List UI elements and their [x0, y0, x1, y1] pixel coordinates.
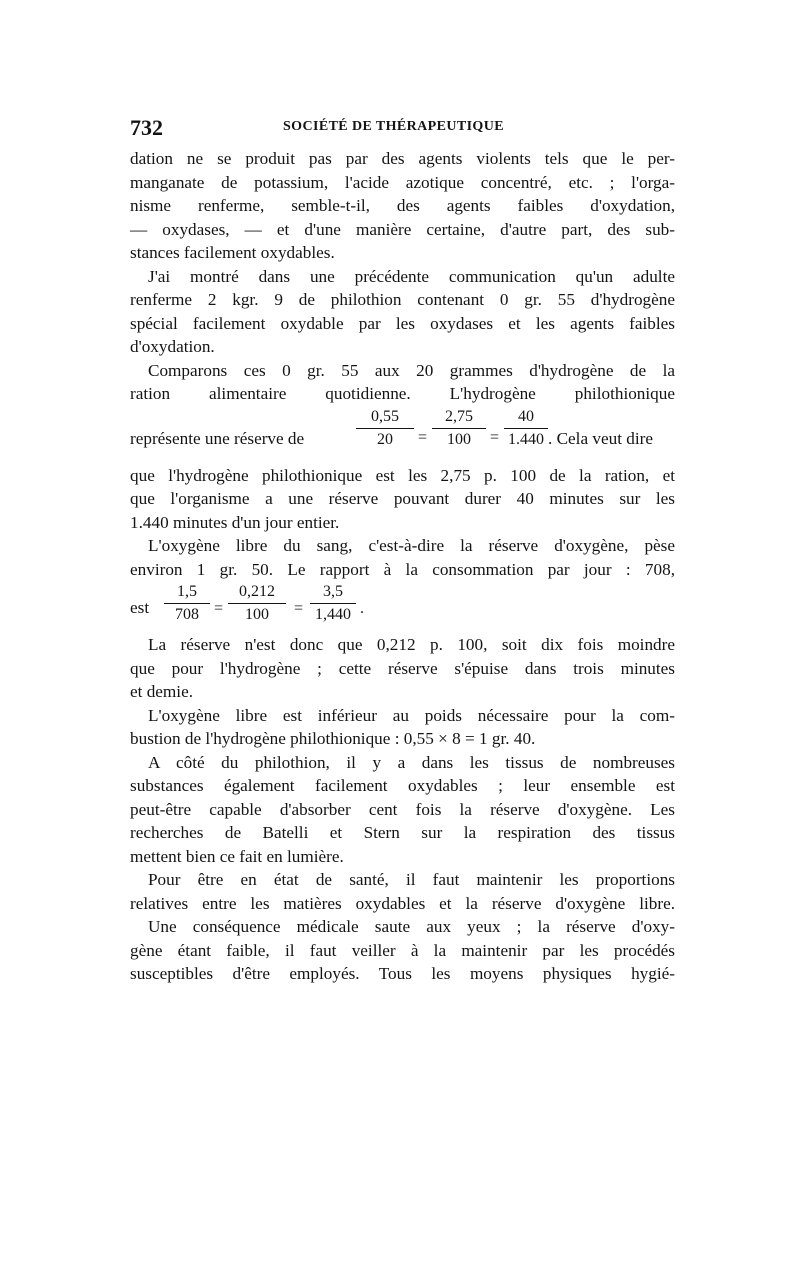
- fraction-numerator: 1,5: [164, 583, 210, 604]
- paragraph: [130, 633, 675, 704]
- paragraph: [130, 265, 675, 359]
- text-line: mettent bien ce fait en lumière.: [130, 846, 344, 866]
- text-line: stances facilement oxydables.: [130, 243, 335, 262]
- text-line: recherches de Batelli et Stern sur la respiration des tissus: [130, 823, 675, 842]
- text-line: La réserve n'est donc que 0,212 p. 100, soit dix fois moindre: [148, 635, 675, 654]
- text-line: J'ai montré dans une précédente communication qu'un adulte: [148, 266, 675, 286]
- text-line: que l'hydrogène philothionique est les 2,75 p. 100 de la ration, et: [130, 465, 675, 485]
- text-line: Comparons ces 0 gr. 55 aux 20 grammes d'hydrogène de la: [148, 360, 675, 380]
- text-line: nisme renferme, semble-t-il, des agents faibles d'oxydation,: [130, 196, 675, 215]
- equation-lead-text: est: [130, 598, 150, 617]
- text-line: que pour l'hydrogène ; cette réserve s'épuise dans trois minutes: [130, 658, 675, 678]
- text-line: ration alimentaire quotidienne. L'hydrogène philothionique: [130, 384, 675, 403]
- text-line: Une conséquence médicale saute aux yeux ; la réserve d'oxy-: [148, 917, 675, 936]
- fraction-numerator: 2,75: [432, 408, 486, 429]
- equals-sign: =: [214, 600, 224, 617]
- paragraph: [130, 147, 675, 265]
- fraction-denominator: 100: [447, 430, 471, 448]
- paragraph: [130, 868, 675, 915]
- equation-lead-text: représente une réserve de: [130, 428, 305, 448]
- text-line: 1.440 minutes d'un jour entier.: [130, 512, 340, 532]
- paragraph: [130, 359, 675, 535]
- text-line: que l'organisme a une réserve pouvant durer 40 minutes sur les: [130, 489, 675, 508]
- page-number: 732: [130, 115, 163, 140]
- fraction: [504, 408, 548, 449]
- fraction-denominator: 1.440: [508, 430, 544, 448]
- fraction-numerator: 0,55: [356, 408, 414, 429]
- fraction-denominator: 708: [175, 606, 199, 623]
- fraction: [228, 583, 286, 624]
- text-line: L'oxygène libre du sang, c'est-à-dire la réserve d'oxygène, pèse: [148, 536, 675, 555]
- text-line: L'oxygène libre est inférieur au poids nécessaire pour la com-: [148, 705, 675, 725]
- text-line: d'oxydation.: [130, 337, 215, 356]
- fraction: [310, 583, 356, 624]
- fraction: [432, 408, 486, 449]
- paragraph: [130, 704, 675, 751]
- text-line: manganate de potassium, l'acide azotique concentré, etc. ; l'orga-: [130, 172, 675, 192]
- body-text: [130, 147, 675, 986]
- fraction: [164, 583, 210, 624]
- equation-tail-text: . Cela veut dire: [548, 428, 653, 448]
- text-line: susceptibles d'être employés. Tous les moyens physiques hygié-: [130, 964, 675, 983]
- equals-sign: =: [418, 428, 428, 446]
- text-line: Pour être en état de santé, il faut maintenir les proportions: [148, 870, 675, 889]
- text-line: substances également facilement oxydables ; leur ensemble est: [130, 776, 675, 795]
- text-line: peut-être capable d'absorber cent fois la réserve d'oxygène. Les: [130, 799, 675, 819]
- equals-sign: =: [294, 600, 304, 617]
- paragraph: [130, 915, 675, 986]
- fraction-denominator: 20: [377, 430, 393, 448]
- fraction-numerator: 40: [504, 408, 548, 429]
- page-header: [130, 115, 678, 139]
- text-line: renferme 2 kgr. 9 de philothion contenant 0 gr. 55 d'hydrogène: [130, 290, 675, 309]
- paragraph: [130, 751, 675, 869]
- fraction-denominator: 1,440: [315, 606, 351, 623]
- fraction-denominator: 100: [245, 606, 269, 623]
- text-line: et demie.: [130, 682, 193, 701]
- paragraph: [130, 534, 675, 633]
- text-line: — oxydases, — et d'une manière certaine, d'autre part, des sub-: [130, 219, 675, 239]
- fraction-numerator: 0,212: [228, 583, 286, 604]
- text-line: gène étant faible, il faut veiller à la maintenir par les procédés: [130, 940, 675, 960]
- text-line: environ 1 gr. 50. Le rapport à la consommation par jour : 708,: [130, 559, 675, 579]
- fraction: [356, 408, 414, 449]
- equation-reserve-hydrogen: [130, 406, 675, 464]
- text-line: bustion de l'hydrogène philothionique : 0,55 × 8 = 1 gr. 40.: [130, 729, 536, 748]
- equation-period: .: [360, 600, 364, 617]
- text-line: spécial facilement oxydable par les oxydases et les agents faibles: [130, 313, 675, 333]
- text-line: dation ne se produit pas par des agents violents tels que le per-: [130, 149, 675, 168]
- text-line: A côté du philothion, il y a dans les tissus de nombreuses: [148, 752, 675, 772]
- equals-sign: =: [490, 428, 500, 446]
- text-line: relatives entre les matières oxydables et la réserve d'oxygène libre.: [130, 893, 675, 913]
- equation-reserve-oxygen: [130, 581, 675, 633]
- running-head: SOCIÉTÉ DE THÉRAPEUTIQUE: [283, 119, 504, 134]
- fraction-numerator: 3,5: [310, 583, 356, 604]
